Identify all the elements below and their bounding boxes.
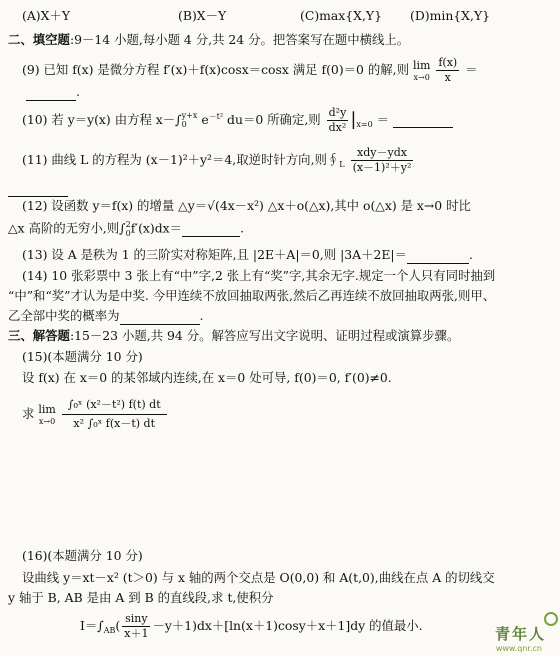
question-14-line-2: “中”和“奖”才认为是中奖. 今甲连续不放回抽取两张,然后乙再连续不放回抽取两张,则甲、 xyxy=(8,288,496,303)
q11-fraction xyxy=(351,146,414,175)
q14-blank xyxy=(120,308,200,325)
q11-num: xdy－ydx xyxy=(351,146,414,161)
q15-prefix: 求 xyxy=(22,405,35,421)
q9-num: f(x) xyxy=(438,56,458,69)
q16-line-2: y 轴于 B, AB 是由 A 到 B 的直线段,求 t,使积分 xyxy=(8,590,274,605)
option-d: (D)min{X,Y} xyxy=(410,8,491,23)
q10-integrand xyxy=(201,112,223,127)
q11-den: (x－1)²＋y² xyxy=(352,160,412,174)
q9-answer-line xyxy=(26,84,80,101)
q16-formula-a: I＝∫ xyxy=(80,617,104,633)
q9-equals: ＝ xyxy=(465,61,478,77)
question-9 xyxy=(22,56,478,85)
q15-heading: (15)(本题满分 10 分) xyxy=(22,349,143,364)
q15-lim-sub: x→0 xyxy=(38,416,56,426)
q12-upper: 2 xyxy=(125,220,131,229)
q11-text: (11) 曲线 L 的方程为 (x－1)²＋y²＝4,取逆时针方向,则∮ xyxy=(22,151,340,167)
question-14-line-1: (14) 10 张彩票中 3 张上有“中”字,2 张上有“奖”字,其余无字.规定一个人只有同时抽到 xyxy=(22,268,496,283)
q11-blank xyxy=(8,180,68,197)
q10-den: dx² xyxy=(328,120,347,134)
q12-lower: 0 xyxy=(125,229,131,238)
q9-blank xyxy=(26,84,76,101)
section-2-desc: :9－14 小题,每小题 4 分,共 24 分。把答案写在题中横线上。 xyxy=(69,32,410,47)
q9-limit xyxy=(413,59,430,82)
question-11 xyxy=(22,146,415,175)
q9-lim-word: lim xyxy=(412,58,431,72)
q10-text: (10) 若 y＝y(x) 由方程 x－∫ xyxy=(22,111,182,127)
q10-e: e xyxy=(201,111,209,127)
q9-den: x xyxy=(444,70,451,84)
q15-formula xyxy=(22,396,169,433)
q9-fraction xyxy=(436,56,459,85)
q16-formula-sub: AB xyxy=(103,626,116,636)
q9-lim-sub: x→0 xyxy=(413,72,430,82)
question-10: (10) 若 y＝y(x) 由方程 x－∫ y+x 0 $e^{-t^2}$ du＝0 所确定,则 $\frac{\text{d²y}}{\text{dx²}}$ $|_{x=0}$ ＝ xyxy=(22,106,453,135)
q12-text-a: △x 高阶的无穷小,则∫ xyxy=(8,220,126,236)
q16-frac-num: siny xyxy=(122,612,150,627)
question-13 xyxy=(22,247,473,264)
q9-text: (9) 已知 f(x) 是微分方程 f′(x)＋f(x)cosx＝cosx 满足 f(0)＝0 的解,则 xyxy=(22,61,409,77)
q15-body: 设 f(x) 在 x＝0 的某邻域内连续,在 x＝0 处可导, f(0)＝0, f′(0)≠0. xyxy=(22,370,392,385)
q15-limit xyxy=(38,403,55,426)
watermark-logo-icon xyxy=(544,612,558,626)
q16-formula xyxy=(80,612,423,641)
q15-num: ∫₀ˣ (x²－t²) f(t) dt xyxy=(62,396,167,415)
q10-limits xyxy=(182,111,198,129)
section-3-desc: :15－23 小题,共 94 分。解答应写出文字说明、证明过程或演算步骤。 xyxy=(69,328,460,343)
question-12-line-1: (12) 设函数 y＝f(x) 的增量 △y＝√(4x－x²) △x＋o(△x),其中 o(△x) 是 x→0 时比 xyxy=(22,198,471,213)
q9-end: . xyxy=(76,84,80,99)
watermark-brand: 青年人 xyxy=(494,625,546,644)
section-2-title: 二、填空题 xyxy=(8,32,70,47)
q12-end: . xyxy=(240,220,245,236)
q12-blank xyxy=(182,221,240,238)
q10-upper: y+x xyxy=(181,111,198,121)
q16-fraction xyxy=(122,612,150,641)
q11-answer-line xyxy=(8,180,68,197)
section-3-header xyxy=(8,328,459,344)
option-c: (C)max{X,Y} xyxy=(300,8,382,23)
q15-den: x² ∫₀ˣ f(x－t) dt xyxy=(73,416,156,430)
q16-formula-c: －y＋1)dx＋[ln(x＋1)cosy＋x＋1]dy 的值最小. xyxy=(152,617,423,633)
watermark-url: www.qnr.cn xyxy=(495,644,542,653)
q10-lower: 0 xyxy=(181,120,187,130)
q16-formula-b: ( xyxy=(115,617,121,633)
option-a: (A)X＋Y xyxy=(22,8,71,23)
q16-heading: (16)(本题满分 10 分) xyxy=(22,548,143,563)
q15-lim-word: lim xyxy=(38,402,56,416)
q11-sub: L xyxy=(339,160,345,170)
section-3-title: 三、解答题 xyxy=(8,328,70,343)
q10-mid: du＝0 所确定,则 xyxy=(227,111,321,127)
q16-frac-den: x＋1 xyxy=(124,626,149,640)
question-12-line-2 xyxy=(8,220,244,238)
q10-fraction xyxy=(327,106,349,135)
q10-exp: －t² xyxy=(208,111,224,121)
q10-equals: ＝ xyxy=(376,111,390,127)
q14-end: . xyxy=(199,308,204,323)
q10-sub: x=0 xyxy=(356,120,373,130)
q12-text-b: f′(x)dx＝ xyxy=(130,220,183,236)
q13-text: (13) 设 A 是秩为 1 的三阶实对称矩阵,且 |2E＋A|＝0,则 |3A＋2E|＝ xyxy=(22,247,407,262)
q16-line-1: 设曲线 y＝xt－x² (t＞0) 与 x 轴的两个交点是 O(0,0) 和 A(t,0),曲线在点 A 的切线交 xyxy=(22,570,495,585)
section-2-header xyxy=(8,32,409,48)
option-b: (B)X－Y xyxy=(178,8,227,23)
q10-num: d²y xyxy=(328,106,347,119)
q10-blank xyxy=(393,112,453,129)
q14-text: 乙全部中奖的概率为 xyxy=(8,308,120,323)
q13-end: . xyxy=(468,247,473,262)
q15-fraction xyxy=(62,396,167,433)
q13-blank xyxy=(407,247,469,264)
question-14-line-3 xyxy=(8,308,203,325)
